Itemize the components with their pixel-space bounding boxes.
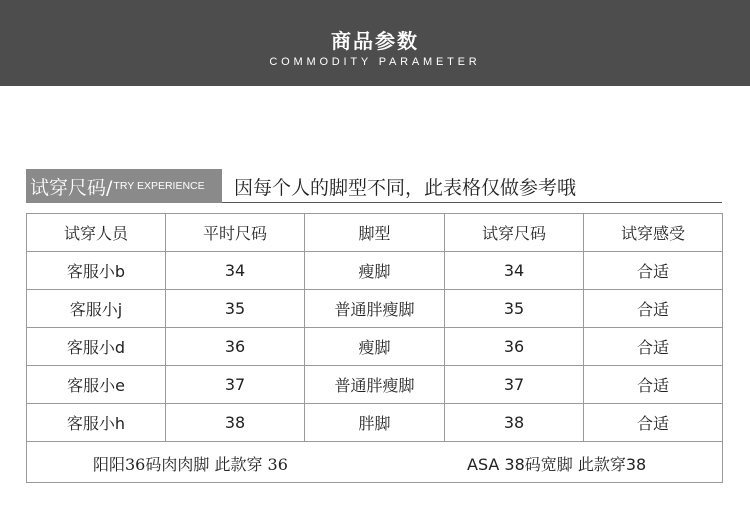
table-cell: 普通胖瘦脚 [305,290,445,328]
table-cell: 34 [166,252,305,290]
table-cell: 胖脚 [305,404,445,442]
table-header-row [27,214,723,252]
table-cell: 合适 [584,290,723,328]
table-cell: 合适 [584,404,723,442]
table-cell: 35 [445,290,584,328]
table-cell: 34 [445,252,584,290]
column-header: 试穿人员 [27,214,166,252]
table-cell: 合适 [584,366,723,404]
table-row [27,328,723,366]
table-cell: 瘦脚 [305,252,445,290]
table-cell: 37 [445,366,584,404]
column-header: 试穿感受 [584,214,723,252]
section-label [26,169,222,203]
table-cell: 瘦脚 [305,328,445,366]
table-cell: 普通胖瘦脚 [305,366,445,404]
table-row [27,404,723,442]
footer-note-left: 阳阳36码肉肉脚 此款穿 36 [93,455,288,474]
table-cell: 37 [166,366,305,404]
section-label-cn: 试穿尺码/ [30,176,113,199]
table-cell: 合适 [584,328,723,366]
table-footer-row [27,442,723,483]
table-cell: 35 [166,290,305,328]
table-row [27,366,723,404]
table-footer-cell [27,442,723,483]
section-label-en: TRY EXPERIENCE [113,180,205,192]
size-trial-table [26,213,723,483]
table-row [27,252,723,290]
table-cell: 36 [166,328,305,366]
section-heading [26,169,722,203]
table-cell: 38 [166,404,305,442]
column-header: 平时尺码 [166,214,305,252]
banner-title: 商品参数 [331,29,419,53]
banner-subtitle: COMMODITY PARAMETER [269,56,481,68]
table-row [27,290,723,328]
section-note: 因每个人的脚型不同，此表格仅做参考哦 [234,177,577,199]
table-cell: 客服小h [27,404,166,442]
footer-note-right: ASA 38码宽脚 此款穿38 [467,455,647,474]
table-cell: 客服小d [27,328,166,366]
section-divider [222,202,722,203]
column-header: 试穿尺码 [445,214,584,252]
table-cell: 合适 [584,252,723,290]
table-cell: 客服小b [27,252,166,290]
header-banner [0,0,750,86]
table-cell: 36 [445,328,584,366]
table-cell: 客服小e [27,366,166,404]
table-cell: 38 [445,404,584,442]
column-header: 脚型 [305,214,445,252]
table-cell: 客服小j [27,290,166,328]
